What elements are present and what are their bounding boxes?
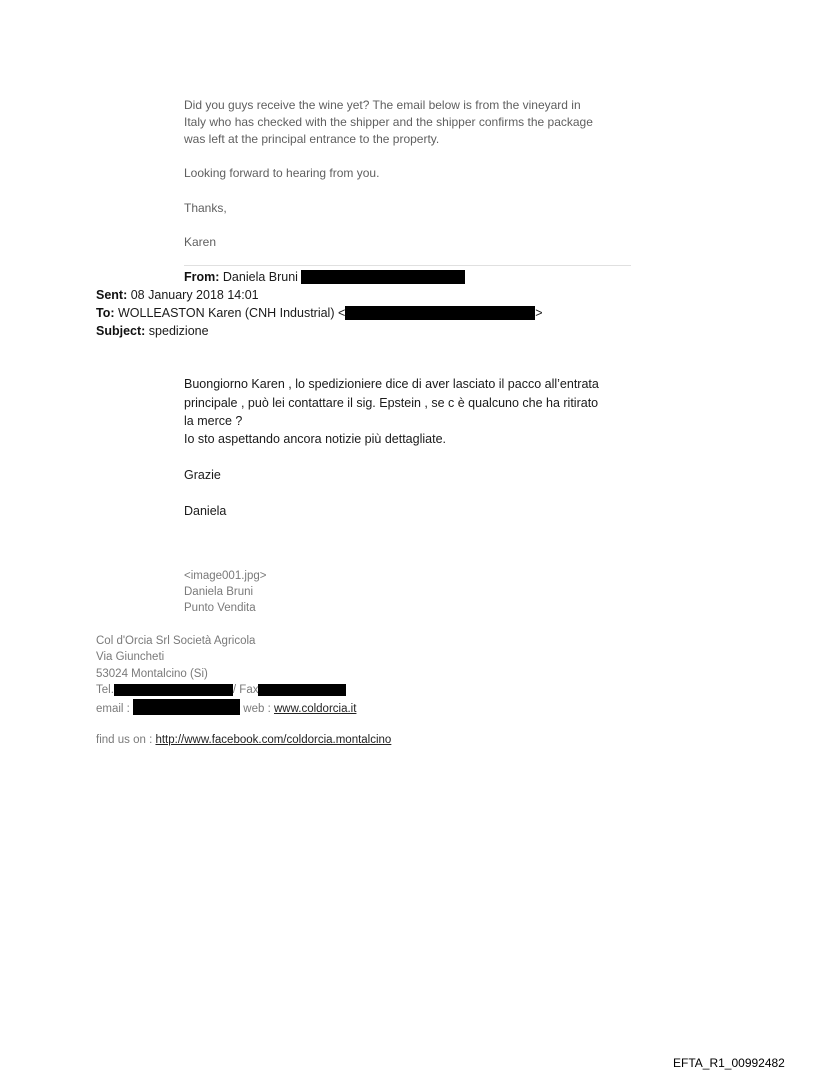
- sent-value: 08 January 2018 14:01: [130, 288, 259, 302]
- tel-label: Tel.: [96, 684, 114, 696]
- web-label: web :: [243, 703, 271, 715]
- from-line: [184, 269, 465, 286]
- company-name: Col d'Orcia Srl Società Agricola: [96, 635, 256, 647]
- from-label: From:: [184, 270, 220, 284]
- original-line-3: la merce ?: [184, 414, 243, 428]
- facebook-line: [96, 732, 391, 749]
- sig-role: Punto Vendita: [184, 602, 256, 614]
- sig-name: Daniela Bruni: [184, 586, 254, 598]
- original-line-4: Io sto aspettando ancora notizie più dettagliate.: [184, 432, 446, 446]
- redaction-block: [133, 699, 240, 715]
- reply-followup: Looking forward to hearing from you.: [184, 166, 380, 180]
- to-label: To:: [96, 306, 115, 320]
- original-signature: Daniela: [184, 504, 227, 518]
- redaction-block: [345, 306, 535, 320]
- from-value: Daniela Bruni: [222, 270, 298, 284]
- header-divider: [184, 265, 631, 266]
- redaction-block: [114, 684, 233, 696]
- company-city: 53024 Montalcino (Si): [96, 668, 208, 680]
- to-line: [96, 305, 543, 322]
- sent-line: [96, 287, 259, 304]
- reply-line-1: Did you guys receive the wine yet? The email below is from the vineyard in: [184, 98, 581, 112]
- reply-line-3: was left at the principal entrance to the property.: [184, 132, 440, 146]
- to-value: WOLLEASTON Karen (CNH Industrial) <: [118, 306, 346, 320]
- find-label: find us on :: [96, 734, 153, 746]
- reply-line-2: Italy who has checked with the shipper and the shipper confirms the package: [184, 115, 593, 129]
- original-line-1: Buongiorno Karen , lo spedizioniere dice di aver lasciato il pacco all’entrata: [184, 377, 599, 391]
- facebook-link[interactable]: http://www.facebook.com/coldorcia.montalcino: [155, 734, 392, 746]
- email-label: email :: [96, 703, 130, 715]
- fax-label: / Fax: [232, 684, 259, 696]
- subject-label: Subject:: [96, 324, 146, 338]
- redaction-block: [258, 684, 346, 696]
- subject-value: spedizione: [148, 324, 209, 338]
- sent-label: Sent:: [96, 288, 128, 302]
- redaction-block: [301, 270, 465, 284]
- reply-thanks: Thanks,: [184, 201, 227, 215]
- website-link[interactable]: www.coldorcia.it: [273, 703, 357, 715]
- phone-fax-line: [96, 682, 346, 699]
- original-thanks: Grazie: [184, 468, 221, 482]
- image-placeholder: <image001.jpg>: [184, 570, 267, 582]
- to-close: >: [535, 306, 543, 320]
- document-id: EFTA_R1_00992482: [673, 1056, 785, 1070]
- subject-line: [96, 323, 209, 340]
- company-street: Via Giuncheti: [96, 651, 165, 663]
- email-web-line: [96, 699, 356, 718]
- original-line-2: principale , può lei contattare il sig. Epstein , se c è qualcuno che ha ritirato: [184, 396, 599, 410]
- reply-signature: Karen: [184, 235, 217, 249]
